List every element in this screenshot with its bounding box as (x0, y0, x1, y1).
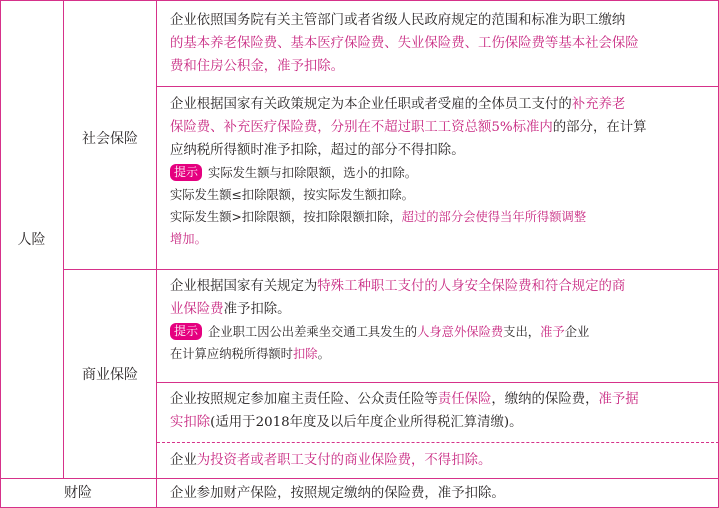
text-line: 企业依照国务院有关主管部门或者省级人民政府规定的范围和标准为职工缴纳 (170, 13, 626, 28)
text-line: 企业按照规定参加雇主责任险、公众责任险等责任保险，缴纳的保险费，准予据 (170, 392, 639, 407)
cell-special-worker-insurance (170, 275, 710, 365)
text-line: 实扣除(适用于2018年度及以后年度企业所得税汇算清缴)。 (170, 415, 523, 430)
tip-line-highlight: 增加。 (170, 232, 207, 246)
text-line: 企业根据国家有关政策规定为本企业任职或者受雇的全体员工支付的补充养老 (170, 97, 626, 112)
table-top-border (0, 0, 719, 1)
cell-basic-social-insurance (170, 9, 710, 78)
cell-property-insurance (170, 482, 710, 505)
tip-line: 提示 实际发生额与扣除限额，选小的扣除。 (170, 162, 710, 184)
row-divider-3 (157, 382, 719, 383)
text-line: 应纳税所得额时准予扣除，超过的部分不得扣除。 (170, 143, 465, 158)
text-line: 保险费、补充医疗保险费，分别在不超过职工工资总额5%标准内的部分，在计算 (170, 120, 647, 135)
tip-badge: 提示 (170, 323, 202, 340)
row-divider-4 (157, 442, 719, 443)
cell-supplementary-insurance (170, 93, 710, 250)
text-line: 业保险费准予扣除。 (170, 302, 291, 317)
row-divider-2 (63, 269, 719, 270)
table-left-border (0, 0, 1, 508)
tip-line: 实际发生额≤扣除限额，按实际发生额扣除。 (170, 188, 414, 202)
tip-line: 实际发生额>扣除限额，按扣除限额扣除，超过的部分会使得当年所得额调整 (170, 210, 587, 224)
label-shehui-baoxian: 社会保险 (82, 131, 138, 147)
text-line-highlight: 的基本养老保险费、基本医疗保险费、失业保险费、工伤保险费等基本社会保险 (170, 36, 639, 51)
column-divider-2 (156, 0, 157, 508)
tip-line: 提示 企业职工因公出差乘坐交通工具发生的人身意外保险费支出，准予企业 (170, 321, 710, 343)
label-caixian: 财险 (64, 485, 92, 501)
tip-line: 在计算应纳税所得额时扣除。 (170, 347, 330, 361)
row-divider-5 (0, 478, 719, 479)
text-line-highlight: 费和住房公积金，准予扣除。 (170, 59, 345, 74)
cell-investor-commercial-insurance (170, 449, 710, 472)
label-shangye-baoxian: 商业保险 (82, 367, 138, 383)
text-line: 企业为投资者或者职工支付的商业保险费，不得扣除。 (170, 453, 492, 468)
column-divider-1 (63, 0, 64, 478)
text-line: 企业根据国家有关规定为特殊工种职工支付的人身安全保险费和符合规定的商 (170, 279, 626, 294)
row-divider-1 (157, 86, 719, 87)
label-renxian: 人险 (17, 232, 46, 248)
text-line: 企业参加财产保险，按照规定缴纳的保险费，准予扣除。 (170, 486, 505, 501)
cell-liability-insurance (170, 388, 710, 434)
tip-badge: 提示 (170, 164, 202, 181)
